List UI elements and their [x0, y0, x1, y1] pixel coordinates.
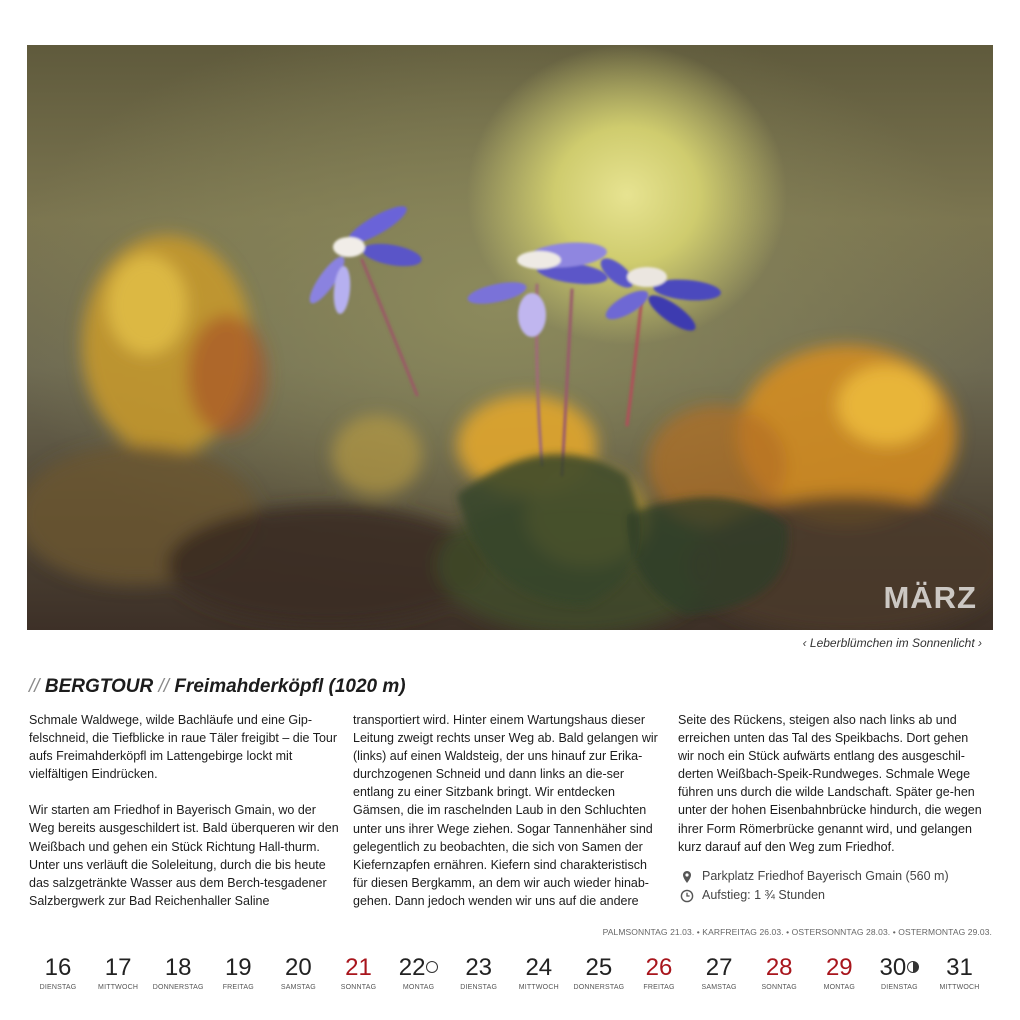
weekday-label: MITTWOCH [518, 984, 559, 991]
day-number: 24 [525, 954, 553, 981]
weekday-label: SONNTAG [340, 984, 377, 991]
calendar-day [869, 952, 929, 991]
day-number: 26 [645, 954, 673, 981]
paragraph: transportiert wird. Hinter einem Wartungshaus dieser Leitung zweigt rechts unser Weg ab. Bald gelangen wir (links) auf einen Waldsteig, der uns hinauf zur Erika-durchzogenen Schneid und dann links an die-ser entlang zu einer Sitzbank bringt. Wir entdecken Gämsen, die im raschelnden Laub in den Schluchten unter uns ihrer Wege ziehen. Sogar Tannenhäher sind gelegentlich zu beobachten, die sich von Samen der Kiefernzapfen ernähren. Kiefern sind charakteristisch für diesen Bergkamm, an dem wir auch wieder hinab-gehen. Dann jedoch wenden wir uns auf die andere [353, 713, 658, 908]
day-number: 25 [585, 954, 613, 981]
photo-caption: ‹ Leberblümchen im Sonnenlicht › [802, 636, 982, 650]
article-heading: Freimahderköpfl (1020 m) [174, 676, 406, 697]
calendar-day [329, 952, 389, 991]
day-number: 30 [879, 954, 907, 981]
calendar-day [449, 952, 509, 991]
month-label: MÄRZ [883, 580, 977, 615]
day-number: 19 [224, 954, 252, 981]
calendar-day [569, 952, 629, 991]
tour-info [680, 867, 949, 905]
location-pin-icon [680, 870, 694, 884]
calendar-day [689, 952, 749, 991]
article-category: BERGTOUR [44, 676, 154, 697]
info-ascent [680, 886, 949, 905]
day-number: 31 [946, 954, 973, 981]
day-number: 22 [398, 954, 426, 981]
paragraph: Seite des Rückens, steigen also nach links ab und erreichen unten das Tal des Speikbachs. Dort gehen wir noch ein Stück aufwärts entlang des ausgeschil-derten Weißbach-Speik-Rundweges. Schmale Wege führen uns durch die wilde Landschaft. Später ge-hen unter der hohen Eisenbahnbrücke hindurch, die wegen ihrer Form Römerbrücke genannt wird, und gelangen kurz darauf auf den Weg zum Friedhof. [678, 713, 982, 854]
day-number: 21 [345, 954, 372, 981]
day-number: 16 [44, 954, 72, 981]
calendar-day [509, 952, 569, 991]
weekday-label: MITTWOCH [939, 984, 980, 991]
weekday-label: DIENSTAG [880, 984, 918, 991]
weekday-label: MONTAG [402, 984, 435, 991]
weekday-label: FREITAG [222, 984, 254, 991]
calendar-day [930, 952, 990, 991]
text-column-1 [29, 711, 339, 910]
calendar-day [389, 952, 449, 991]
weekday-label: DIENSTAG [460, 984, 498, 991]
info-start [680, 867, 949, 886]
paragraph: Wir starten am Friedhof in Bayerisch Gmain, wo der Weg bereits ausgeschildert ist. Bald überqueren wir den Weißbach und gehen ein Stück Richtung Hall-thurm. Unter uns verläuft die Soleleitung, durch die bis heute das salzgetränkte Wasser aus dem Berch-tesgadener Salzbergwerk zur Bad Reichenhaller Saline [29, 803, 339, 908]
day-number: 17 [104, 954, 132, 981]
holidays-line: PALMSONNTAG 21.03. • KARFREITAG 26.03. • OSTERSONNTAG 28.03. • OSTERMONTAG 29.03. [602, 927, 992, 937]
day-number: 23 [465, 954, 493, 981]
day-number: 20 [285, 954, 312, 981]
calendar-day [268, 952, 328, 991]
paragraph: Schmale Waldwege, wilde Bachläufe und eine Gip-felschneid, die Tiefblicke in raue Täler freigibt – die Tour aufs Freimahderköpfl im Lattengebirge lockt mit vielfältigen Eindrücken. [29, 713, 338, 782]
title-slash: // [29, 676, 45, 697]
weekday-label: DONNERSTAG [573, 984, 625, 991]
weekday-label: SONNTAG [761, 984, 797, 991]
weekday-label: SAMSTAG [280, 984, 316, 991]
day-number: 28 [765, 954, 793, 981]
weekday-label: MONTAG [823, 984, 855, 991]
calendar-day [88, 952, 148, 991]
flower-illustration [27, 45, 993, 630]
article-title [29, 676, 406, 698]
weekday-label: DIENSTAG [39, 984, 77, 991]
weekday-label: FREITAG [643, 984, 675, 991]
day-number: 29 [825, 954, 853, 981]
weekday-label: MITTWOCH [98, 984, 139, 991]
title-slash: // [153, 676, 175, 697]
hero-photo [27, 45, 993, 630]
half-moon-icon [907, 961, 919, 973]
text-column-3 [678, 711, 984, 856]
full-moon-icon [426, 961, 438, 973]
calendar-day [749, 952, 809, 991]
calendar-day [28, 952, 88, 991]
weekday-label: SAMSTAG [701, 984, 737, 991]
start-point: Parkplatz Friedhof Bayerisch Gmain (560 m) [702, 869, 949, 883]
calendar-day [208, 952, 268, 991]
calendar-day [809, 952, 869, 991]
calendar-day [148, 952, 208, 991]
clock-icon [680, 889, 694, 903]
weekday-label: DONNERSTAG [152, 984, 204, 991]
day-number: 18 [164, 954, 192, 981]
ascent-time: Aufstieg: 1 ¾ Stunden [702, 888, 826, 902]
text-column-2 [353, 711, 663, 910]
calendar-day [629, 952, 689, 991]
day-number: 27 [705, 954, 733, 981]
calendar-strip [28, 952, 992, 1002]
